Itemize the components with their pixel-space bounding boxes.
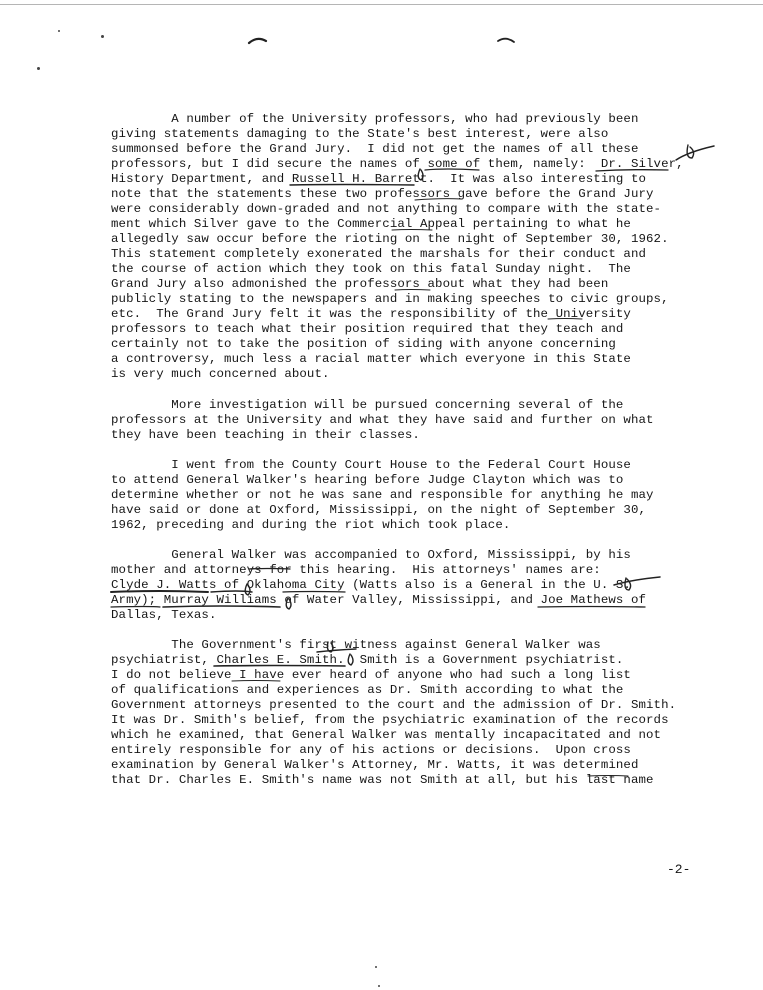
- text-line: examination by General Walker's Attorney, Mr. Watts, it was determined: [111, 758, 639, 772]
- body-paragraph: [111, 458, 711, 533]
- text-line: determine whether or not he was sane and responsible for anything he may: [111, 488, 654, 502]
- body-paragraph: [111, 112, 711, 382]
- text-line: professors to teach what their position required that they teach and: [111, 322, 624, 336]
- scan-speck: [58, 30, 60, 32]
- text-line: summonsed before the Grand Jury. I did not get the names of all these: [111, 142, 639, 156]
- text-line: More investigation will be pursued concerning several of the: [111, 398, 624, 412]
- punch-mark: [249, 39, 266, 43]
- text-line: professors at the University and what they have said and further on what: [111, 413, 654, 427]
- body-paragraph: [111, 548, 711, 623]
- text-line: A number of the University professors, who had previously been: [111, 112, 639, 126]
- text-line: they have been teaching in their classes.: [111, 428, 420, 442]
- text-line: I went from the County Court House to the Federal Court House: [111, 458, 631, 472]
- text-line: of qualifications and experiences as Dr. Smith according to what the: [111, 683, 624, 697]
- text-line: is very much concerned about.: [111, 367, 330, 381]
- scan-edge-line: [0, 4, 763, 5]
- text-line: a controversy, much less a racial matter which everyone in this State: [111, 352, 631, 366]
- text-line: entirely responsible for any of his actions or decisions. Upon cross: [111, 743, 631, 757]
- text-line: allegedly saw occur before the rioting on the night of September 30, 1962.: [111, 232, 669, 246]
- text-line: 1962, preceding and during the riot which took place.: [111, 518, 511, 532]
- text-line: Dallas, Texas.: [111, 608, 217, 622]
- text-line: History Department, and Russell H. Barrett. It was also interesting to: [111, 172, 647, 186]
- text-line: It was Dr. Smith's belief, from the psychiatric examination of the records: [111, 713, 669, 727]
- page-number: -2-: [667, 862, 691, 877]
- text-line: General Walker was accompanied to Oxford, Mississippi, by his: [111, 548, 631, 562]
- scan-speck: [375, 966, 377, 968]
- text-line: Army); Murray Williams of Water Valley, Mississippi, and Joe Mathews of: [111, 593, 647, 607]
- text-line: etc. The Grand Jury felt it was the responsibility of the University: [111, 307, 631, 321]
- text-line: giving statements damaging to the State's best interest, were also: [111, 127, 609, 141]
- text-line: I do not believe I have ever heard of anyone who had such a long list: [111, 668, 631, 682]
- text-line: Clyde J. Watts of Oklahoma City (Watts also is a General in the U. S.: [111, 578, 631, 592]
- body-paragraph: [111, 638, 711, 788]
- scan-speck: [101, 35, 104, 38]
- scan-speck: [378, 985, 380, 987]
- text-line: mother and attorneys for this hearing. His attorneys' names are:: [111, 563, 601, 577]
- text-line: to attend General Walker's hearing before Judge Clayton which was to: [111, 473, 624, 487]
- text-line: the course of action which they took on this fatal Sunday night. The: [111, 262, 631, 276]
- text-line: psychiatrist, Charles E. Smith. Smith is a Government psychiatrist.: [111, 653, 624, 667]
- text-line: have said or done at Oxford, Mississippi, on the night of September 30,: [111, 503, 647, 517]
- text-line: professors, but I did secure the names of some of them, namely: Dr. Silver,: [111, 157, 684, 171]
- text-line: that Dr. Charles E. Smith's name was not Smith at all, but his last name: [111, 773, 654, 787]
- text-line: Grand Jury also admonished the professors about what they had been: [111, 277, 609, 291]
- text-line: The Government's first witness against General Walker was: [111, 638, 601, 652]
- text-line: were considerably down-graded and not anything to compare with the state-: [111, 202, 662, 216]
- text-line: which he examined, that General Walker was mentally incapacitated and not: [111, 728, 662, 742]
- text-line: This statement completely exonerated the marshals for their conduct and: [111, 247, 647, 261]
- punch-mark: [498, 39, 514, 42]
- text-line: certainly not to take the position of siding with anyone concerning: [111, 337, 616, 351]
- text-line: ment which Silver gave to the Commercial Appeal pertaining to what he: [111, 217, 631, 231]
- scan-speck: [37, 67, 40, 70]
- text-line: Government attorneys presented to the court and the admission of Dr. Smith.: [111, 698, 677, 712]
- body-paragraph: [111, 398, 711, 443]
- text-line: note that the statements these two professors gave before the Grand Jury: [111, 187, 654, 201]
- text-line: publicly stating to the newspapers and in making speeches to civic groups,: [111, 292, 669, 306]
